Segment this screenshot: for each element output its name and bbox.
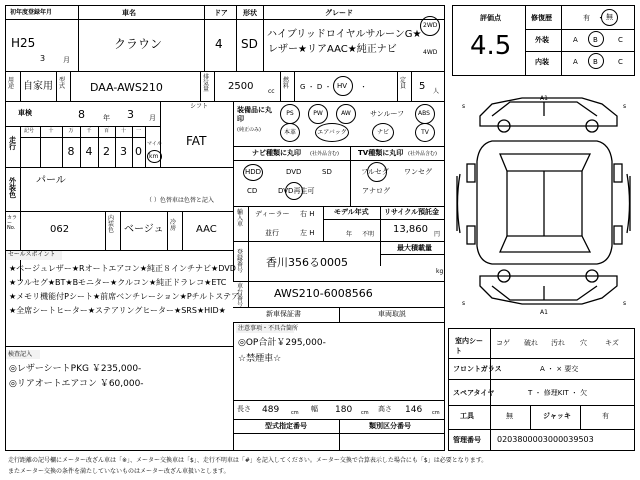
cc-unit: cc (268, 88, 275, 95)
sales-point-line: ★メモリ機能付Pシート★前席ベンチレーション★Pチルトステア (9, 292, 240, 301)
shape-label: 形状 (243, 9, 257, 17)
mileage-digit-header: 十 (48, 128, 54, 134)
notes-line2: ☆禁煙車☆ (238, 354, 282, 364)
footer-line1: 走行距離の記号欄にメーター改ざん車は「※」、メーター交換車は「$」、走行不明車は「#」を記入してください。メーター交換で合算表示した場合にも「$」は必要となります。 (8, 457, 488, 464)
navi-dvd-play: DVD再生可 (278, 187, 315, 195)
seat-option: 破れ (524, 339, 538, 347)
equip-item: エアバック (317, 129, 347, 136)
ac-label: 冷房 (170, 219, 177, 232)
equip-item: PW (313, 110, 323, 117)
inspector-line2: ◎リアオートエアコン ￥60,000- (9, 379, 144, 389)
sales-point-line: ★フルセグ★BT★Bモニター★クルコン★純正ドラレコ★ETC (9, 278, 227, 287)
model-year-label: モデル年式 (334, 208, 369, 216)
jack-value: 有 (602, 412, 609, 420)
jack-label: ジャッキ (543, 412, 571, 420)
equip-sunroof: サンルーフ (370, 110, 405, 118)
sales-point-label: セールスポイント (8, 251, 56, 258)
inspection-year: 8 (78, 108, 85, 121)
model-label: 型式 (59, 77, 66, 90)
tv-fullseg: フルセグ (361, 168, 389, 176)
sales-point-line: ★全席シートヒーター★ステアリングヒーター★SRS★HID★ (9, 306, 226, 315)
navi-sd: SD (322, 168, 332, 176)
navi-dvd: DVD (286, 168, 302, 176)
spare-label: スペアタイヤ (453, 389, 495, 397)
exterior-c: C (618, 36, 623, 44)
mileage-digit-header: 十 (120, 128, 126, 134)
type-label: 型式指定番号 (265, 422, 307, 430)
grade-line2: レザー★リアAAC★純正ナビ (268, 44, 397, 55)
tools-label: 工具 (460, 412, 474, 420)
mgmt-label: 管理番号 (453, 436, 481, 444)
drive-2wd: 2WD (423, 22, 438, 29)
mileage-digit: 0 (135, 145, 142, 158)
seat-label: 室内シート (455, 337, 483, 355)
registration-value: 香川356る0005 (266, 256, 348, 269)
height: 146 (405, 405, 423, 415)
color-note: （ ）色替車は色替と記入 (146, 197, 214, 204)
height-unit: cm (432, 410, 440, 416)
grade-line1: ハイブリッドロイヤルサルーンG★ (267, 29, 422, 40)
grade-label: グレード (325, 9, 353, 17)
displacement-label: 排気量 (203, 74, 210, 93)
footer-line2: またメーター交換の条件を満たしていないものはメーター改ざん車扱いとします。 (8, 468, 230, 475)
recycle-unit: 円 (434, 231, 441, 238)
inspector-line1: ◎レザーシートPKG ￥235,000- (9, 364, 142, 374)
diagram-label-s-br: s (623, 300, 627, 307)
fuel-options: G ・ D ・ (300, 83, 332, 91)
fuel-rest: ・ (360, 83, 367, 91)
drive-4wd: 4WD (423, 49, 438, 56)
ac: AAC (196, 224, 217, 235)
seat-option: 穴 (580, 339, 587, 347)
recycle-value: 13,860 (393, 224, 428, 235)
chassis: AWS210-6008566 (274, 287, 373, 300)
repair-no: 無 (606, 13, 613, 21)
inspector-label: 検査記入 (8, 351, 33, 358)
inspection-month-unit: 月 (149, 114, 156, 122)
exterior-a: A (573, 36, 578, 44)
exterior-color: パール (36, 175, 66, 186)
model-year-value: 不明 (362, 231, 375, 238)
category-label: 類別区分番号 (369, 422, 411, 430)
tools-value: 無 (506, 412, 513, 420)
inspection-label: 車検 (18, 109, 32, 117)
inspection-year-unit: 年 (103, 114, 110, 122)
diagram-label-s-bl: s (462, 300, 466, 307)
recycle-label: リサイクル預託金 (384, 208, 440, 216)
width-unit: cm (361, 410, 369, 416)
length-unit: cm (291, 410, 299, 416)
equip-item: 本革 (283, 129, 296, 136)
max-load-label: 最大積載量 (397, 244, 432, 252)
score: 4.5 (470, 31, 512, 61)
mileage-label: 走行 (9, 136, 16, 151)
purpose-label: 用途 (8, 77, 15, 90)
capacity: 5 (419, 81, 426, 92)
tv-oneseg: ワンセグ (404, 168, 432, 176)
equipment-label: 装備品に丸印 (237, 106, 272, 123)
inspection-month: 3 (127, 108, 134, 121)
navi-label: ナビ種類に丸印 (252, 149, 301, 157)
navi-sub: (社外品含む) (310, 151, 339, 157)
glass-opts: A ・ × 要交 (540, 365, 579, 373)
mileage-record-label: 記号 (24, 128, 35, 134)
interior-c: C (618, 58, 623, 66)
mileage-unit-mile: マイル (147, 141, 162, 147)
model-year-unit: 年 (346, 231, 353, 238)
interior-b: B (593, 58, 598, 66)
car-name: クラウン (114, 37, 163, 51)
equip-item: AW (341, 110, 351, 117)
exterior-color-label: 外装色 (9, 177, 16, 199)
capacity-unit: 人 (433, 88, 440, 95)
equip-item: ナビ (376, 129, 389, 136)
manual-label: 車両取説 (378, 310, 406, 318)
tv-label: TV種類に丸印 (358, 149, 404, 157)
color-no-label: カラーNo. (7, 215, 18, 231)
model: DAA-AWS210 (90, 81, 163, 94)
mileage-digit-header: 千 (86, 128, 92, 134)
tv-analog: アナログ (362, 187, 390, 195)
reg-year-label: 初年度登録年月 (10, 9, 53, 16)
interior-color-label: 内装色 (108, 215, 115, 234)
door-label: ドア (214, 9, 228, 17)
sales-point-line: ★ベージュレザー★Rオートエアコン★純正８インチナビ★DVD (9, 264, 236, 273)
kg-unit: kg (436, 268, 444, 275)
diagram-label-a1-top: A1 (540, 95, 548, 102)
mileage-unit-km: km (149, 153, 159, 160)
car-name-label: 車名 (122, 9, 136, 17)
car-damage-diagram (452, 86, 635, 322)
interior-color: ベージュ (124, 224, 164, 235)
mileage-digit: 3 (120, 145, 127, 158)
equip-item: PS (286, 110, 294, 117)
warranty-label: 新車保証書 (266, 310, 301, 318)
glass-label: フロントガラス (453, 365, 502, 373)
mileage-digit: 2 (103, 145, 110, 158)
width: 180 (335, 405, 353, 415)
diagram-label-s-tr: s (623, 103, 627, 110)
equip-abs: ABS (418, 110, 430, 117)
width-label: 幅 (311, 405, 318, 413)
repair-dot: ・ (597, 14, 604, 22)
exterior-label: 外装 (535, 36, 549, 44)
repair-label: 修復歴 (531, 14, 552, 22)
seat-option: キズ (605, 339, 619, 347)
import-parallel: 並行 (265, 229, 279, 237)
repair-yes: 有 (583, 14, 590, 22)
color-no: 062 (50, 224, 70, 235)
reg-year: H25 (11, 36, 36, 50)
mileage-digit-header: 百 (103, 128, 109, 134)
shape: SD (241, 37, 258, 51)
notes-label: 注意事項・不具合箇所 (238, 325, 299, 332)
fuel-label: 燃料 (283, 77, 290, 90)
seat-option: コゲ (496, 339, 510, 347)
chassis-label: 車台番号 (237, 283, 244, 308)
mileage-digit: 4 (85, 145, 93, 158)
equipment-sub: (純正のみ) (237, 127, 261, 133)
reg-month-unit: 月 (63, 56, 70, 64)
length: 489 (262, 405, 280, 415)
displacement: 2500 (228, 81, 254, 92)
length-label: 長さ (237, 405, 251, 413)
equip-item: TV (421, 129, 429, 136)
diagram-label-s-tl: s (462, 103, 466, 110)
mileage-digit: 8 (67, 145, 75, 158)
import-left: 左 H (300, 229, 315, 237)
mgmt-value: 0203800003000039503 (497, 435, 594, 444)
interior-label: 内装 (535, 58, 549, 66)
purpose: 自家用 (23, 81, 53, 92)
door: 4 (215, 37, 223, 51)
tv-sub: (社外品含む) (408, 151, 437, 157)
diagram-label-a1-bottom: A1 (540, 309, 548, 316)
import-right: 右 H (300, 210, 315, 218)
score-label: 評価点 (480, 14, 501, 22)
notes-line1: ◎OP合計￥295,000- (238, 338, 326, 348)
exterior-b: B (593, 36, 598, 44)
import-label: 輸入車 (237, 209, 244, 228)
spare-opts: T ・ 修理KIT ・ 欠 (528, 389, 588, 397)
shift-label: シフト (190, 103, 209, 110)
seat-option: 汚れ (551, 339, 565, 347)
capacity-label: 定員 (400, 77, 407, 90)
mileage-digit-header: 一 (135, 128, 141, 134)
reg-month: 3 (40, 54, 46, 63)
shift: FAT (186, 134, 207, 148)
navi-cd: CD (247, 187, 258, 195)
height-label: 高さ (378, 405, 392, 413)
fuel-selected: HV (337, 82, 348, 90)
registration-label: 登録番号 (237, 249, 244, 274)
mileage-digit-header: 万 (68, 128, 74, 134)
interior-a: A (573, 58, 578, 66)
navi-hdd: HDD (245, 168, 262, 176)
import-dealer: ディーラー (255, 210, 290, 218)
